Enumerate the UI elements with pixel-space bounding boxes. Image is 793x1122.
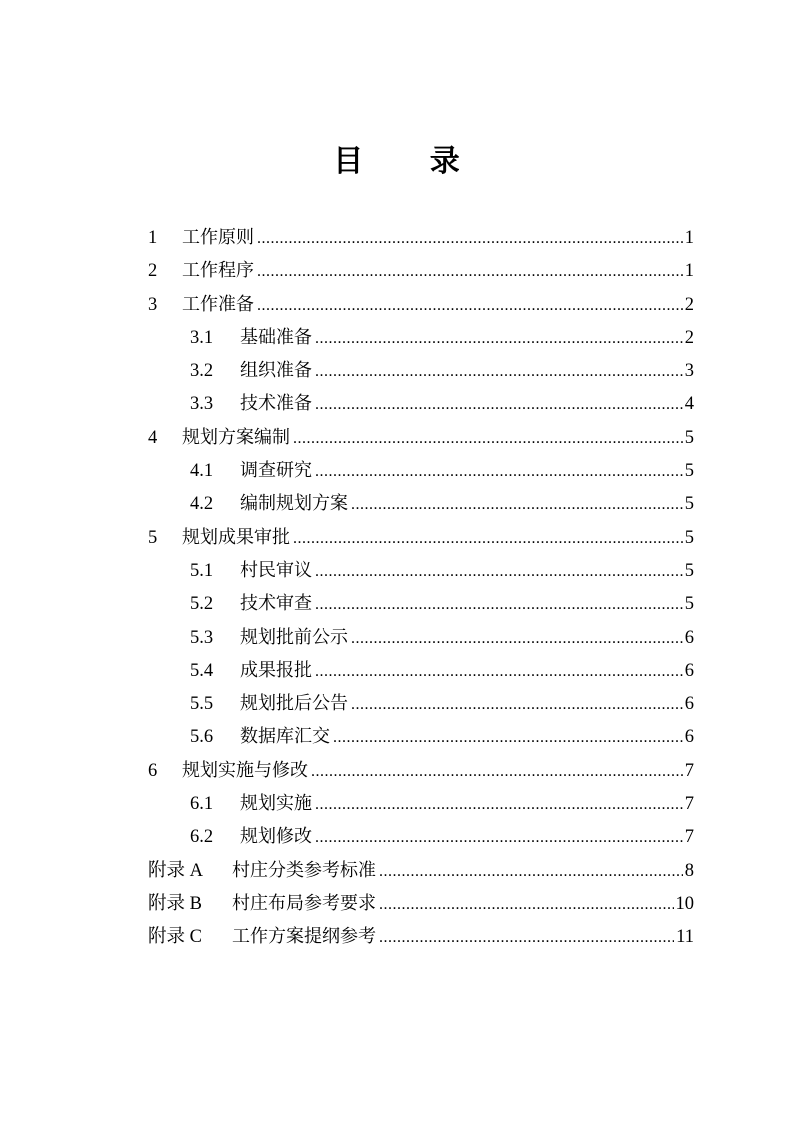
toc-entry-page: 5 [684,427,694,448]
toc-entry[interactable] [148,787,694,820]
toc-entry[interactable] [148,221,694,254]
toc-entry-number: 5 [148,527,158,548]
toc-entry-number: 5.2 [190,594,214,615]
toc-entry-leader [315,455,683,488]
toc-entry-leader [315,322,683,355]
toc-entry-number: 5.1 [190,560,214,581]
toc-entry-number: 6.2 [190,827,214,848]
toc-entry-leader [351,622,683,655]
toc-entry[interactable] [148,421,694,454]
toc-entry-number: 6.1 [190,794,214,815]
toc-entry-page: 8 [684,860,694,881]
toc-entry-page: 5 [684,461,694,482]
toc-entry[interactable] [148,521,694,554]
toc-entry[interactable] [148,354,694,387]
toc-entry-page: 7 [684,760,694,781]
toc-entry-leader [257,289,683,322]
toc-entry[interactable] [148,387,694,420]
toc-entry-label: 工作方案提纲参考 [232,926,376,948]
toc-entry-page: 6 [684,660,694,681]
toc-entry-page: 6 [684,727,694,748]
toc-entry-number: 4 [148,427,158,448]
toc-entry[interactable] [148,321,694,354]
toc-entry-leader [379,921,674,954]
toc-entry-page: 5 [684,494,694,515]
toc-entry-number: 附录 C [148,927,202,948]
toc-entry[interactable] [148,687,694,720]
toc-entry-leader [315,788,683,821]
toc-entry-number: 1 [148,228,158,248]
toc-entry-page: 2 [684,327,694,348]
page-title: 目 录 [333,144,488,179]
toc-entry-label: 组织准备 [240,360,312,382]
toc-entry-appendix[interactable] [148,887,694,920]
toc-entry-label: 数据库汇交 [240,726,330,748]
toc-entry-page: 3 [684,361,694,382]
toc-entry-page: 1 [684,261,694,282]
toc-entry-leader [379,855,683,888]
toc-entry-label: 规划成果审批 [182,526,290,548]
toc-entry-label: 村民审议 [240,559,312,581]
toc-entry-leader [315,555,683,588]
toc-entry-label: 调查研究 [240,460,312,482]
toc-entry-leader [351,488,683,521]
toc-entry-label: 工作原则 [182,227,254,248]
toc-entry-label: 基础准备 [240,326,312,348]
toc-entry-label: 规划批前公示 [240,626,348,648]
toc-entry[interactable] [148,654,694,687]
toc-entry-leader [379,888,674,921]
toc-entry-number: 3.3 [190,394,214,415]
toc-entry-label: 工作程序 [182,260,254,282]
toc-entry-leader [333,721,683,754]
toc-entry-label: 规划实施与修改 [182,759,308,781]
toc-entry[interactable] [148,254,694,287]
toc-entry-leader [315,588,683,621]
toc-entry[interactable] [148,554,694,587]
toc-entry-number: 附录 B [148,893,202,914]
toc-entry-page: 5 [684,560,694,581]
toc-entry-label: 规划实施 [240,793,312,815]
toc-entry-page: 4 [684,394,694,415]
toc-entry-appendix[interactable] [148,920,694,953]
toc-entry-leader [315,655,683,688]
toc-entry-page: 7 [684,794,694,815]
toc-entry-number: 5.6 [190,727,214,748]
toc-entry-page: 11 [676,927,694,948]
toc-entry[interactable] [148,587,694,620]
toc-entry-number: 5.5 [190,694,214,715]
toc-entry-page: 2 [684,294,694,315]
toc-entry[interactable] [148,820,694,853]
toc-entry-page: 5 [684,594,694,615]
toc-entry-number: 4.2 [190,494,214,515]
toc-entry-number: 3 [148,294,158,315]
toc-entry-label: 规划修改 [240,826,312,848]
toc-entry-label: 村庄布局参考要求 [232,892,376,914]
toc-entry-leader [315,355,683,388]
toc-entry-leader [293,522,683,555]
toc-entry-page: 10 [675,893,694,914]
toc-entry-label: 技术准备 [240,393,312,415]
toc-entry[interactable] [148,487,694,520]
toc-entry-number: 5.4 [190,660,214,681]
toc-entry-label: 编制规划方案 [240,493,348,515]
toc-entry-number: 附录 A [148,860,203,881]
toc-entry-page: 6 [684,694,694,715]
toc-entry-number: 3.1 [190,327,214,348]
toc-entry-label: 村庄分类参考标准 [232,859,376,881]
toc-entry-leader [257,255,683,288]
toc-entry[interactable] [148,720,694,753]
toc-entry[interactable] [148,754,694,787]
toc-entry-leader [351,688,683,721]
toc-entry-leader [293,422,683,455]
toc-entry[interactable] [148,621,694,654]
toc-entry-label: 成果报批 [240,659,312,681]
toc-entry-label: 技术审查 [240,593,312,615]
toc-entry-appendix[interactable] [148,854,694,887]
toc-entry-page: 6 [684,627,694,648]
toc-entry-page: 7 [684,827,694,848]
toc-entry-label: 工作准备 [182,293,254,315]
table-of-contents [148,221,694,954]
toc-entry-number: 2 [148,261,158,282]
toc-entry-leader [311,755,683,788]
toc-entry-number: 4.1 [190,461,214,482]
toc-entry-number: 5.3 [190,627,214,648]
toc-entry-page: 5 [684,527,694,548]
toc-entry-number: 6 [148,760,158,781]
toc-entry-label: 规划方案编制 [182,426,290,448]
toc-entry[interactable] [148,288,694,321]
toc-entry-leader [257,222,683,255]
toc-entry-leader [315,821,683,854]
toc-entry-label: 规划批后公告 [240,693,348,715]
toc-entry-leader [315,388,683,421]
toc-entry-number: 3.2 [190,361,214,382]
toc-entry-page: 1 [684,228,694,248]
toc-entry[interactable] [148,454,694,487]
